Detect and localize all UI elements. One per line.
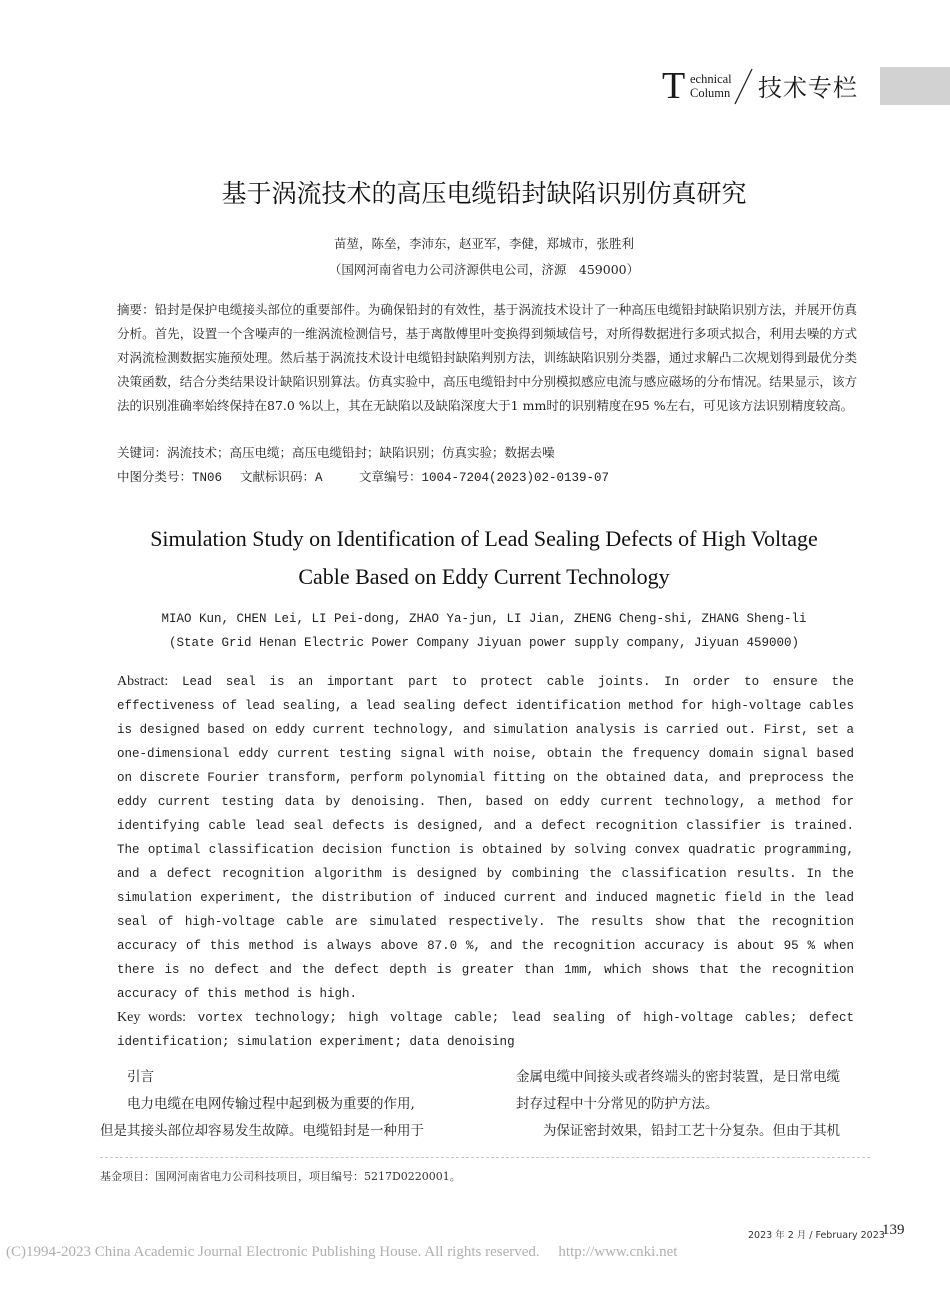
authors-en: MIAO Kun, CHEN Lei, LI Pei-dong, ZHAO Ya-jun, LI Jian, ZHENG Cheng-shi, ZHANG Sheng-li bbox=[161, 612, 807, 626]
paper-title-en-line1: Simulation Study on Identification of Lead Sealing Defects of High Voltage bbox=[150, 526, 818, 551]
affiliation-zh: （国网河南省电力公司济源供电公司，济源 459000） bbox=[328, 262, 640, 277]
body-paragraph-line: 金属电缆中间接头或者终端头的密封装置，是日常电缆 bbox=[516, 1069, 840, 1085]
body-paragraph-line: 电力电缆在电网传输过程中起到极为重要的作用, bbox=[127, 1096, 415, 1112]
abstract-zh-text: 铅封是保护电缆接头部位的重要部件。为确保铅封的有效性，基于涡流技术设计了一种高压电缆铅封缺陷识别方法，并展开仿真分析。首先，设置一个含噪声的一维涡流检测信号，基于离散傅里叶变换得到频域信号，对所得数据进行多项式拟合，利用去噪的方式对涡流检测数据实施预处理。然后基于涡流技术设计电缆铅封缺陷判别方法，训练缺陷识别分类器，通过求解凸二次规划得到最优分类决策函数，结合分类结果设计缺陷识别算法。仿真实验中，高压电缆铅封中分别模拟感应电流与感应磁场的分布情况。结果显示，该方法的识别准确率始终保持在87.0 %以上，其在无缺陷以及缺陷深度大于1 mm时的识别精度在95 %左右，可见该方法识别精度较高。 bbox=[117, 302, 857, 413]
doc-code-label: 文献标识码： bbox=[240, 469, 316, 484]
keywords-zh-text: 涡流技术；高压电缆；高压电缆铅封；缺陷识别；仿真实验；数据去噪 bbox=[167, 445, 555, 460]
funding-note: 基金项目：国网河南省电力公司科技项目，项目编号：5217D0220001。 bbox=[100, 1170, 461, 1183]
issue-date: 2023 年 2 月 / February 2023 bbox=[748, 1230, 885, 1241]
column-logo-line2: Column bbox=[690, 86, 731, 100]
abstract-zh bbox=[117, 298, 857, 418]
copyright-watermark: (C)1994-2023 China Academic Journal Electronic Publishing House. All rights reserved. http://www.cnki.net bbox=[6, 1244, 678, 1260]
keywords-zh bbox=[117, 441, 555, 465]
column-title: 技术专栏 bbox=[758, 74, 858, 102]
body-paragraph-line: 为保证密封效果，铅封工艺十分复杂。但由于其机 bbox=[543, 1123, 840, 1139]
abstract-zh-label: 摘要： bbox=[117, 302, 155, 317]
clc-value: TN06 bbox=[192, 471, 223, 485]
body-right-column bbox=[516, 1064, 870, 1145]
doc-code-value: A bbox=[315, 471, 323, 485]
paper-title-en bbox=[0, 520, 950, 596]
paper-title-en-line2: Cable Based on Eddy Current Technology bbox=[298, 564, 670, 589]
abstract-en bbox=[117, 670, 854, 1054]
paper-title-zh: 基于涡流技术的高压电缆铅封缺陷识别仿真研究 bbox=[221, 179, 747, 208]
page-number: 139 bbox=[882, 1222, 905, 1238]
classification-line bbox=[117, 465, 609, 490]
body-paragraph-line: 封存过程中十分常见的防护方法。 bbox=[516, 1096, 719, 1112]
column-logo-letter: T bbox=[662, 65, 686, 107]
article-number-value: 1004-7204(2023)02-0139-07 bbox=[421, 471, 610, 485]
slash-divider-icon bbox=[732, 66, 754, 106]
keywords-zh-label: 关键词： bbox=[117, 445, 168, 460]
footnote-divider bbox=[100, 1157, 870, 1158]
affiliation-en: (State Grid Henan Electric Power Company Jiyuan power supply company, Jiyuan 459000) bbox=[168, 636, 800, 650]
body-paragraph-line: 但是其接头部位却容易发生故障。电缆铅封是一种用于 bbox=[100, 1123, 424, 1139]
column-logo-line1: echnical bbox=[690, 72, 732, 86]
clc-label: 中图分类号： bbox=[117, 469, 193, 484]
keywords-en-label: Key words: bbox=[117, 1010, 187, 1025]
authors-zh: 苗堃，陈垒，李沛东，赵亚军，李健，郑城市，张胜利 bbox=[333, 236, 634, 251]
keywords-en bbox=[117, 1006, 854, 1054]
body-left-column bbox=[100, 1064, 452, 1145]
abstract-en-label: Abstract: bbox=[117, 674, 169, 689]
header-color-block bbox=[880, 67, 950, 105]
abstract-en-text: Lead seal is an important part to protect cable joints. In order to ensure the effectiveness of lead sealing, a lead sealing defect identification method for high-voltage cables is designed based on eddy current technology, and simulation analysis is carried out. First, set a one-dimensional eddy current testing signal with noise, obtain the frequency domain signal based on discrete Fourier transform, perform polynomial fitting on the obtained data, and preprocess the eddy current testing data by denoising. Then, based on eddy current technology, a method for identifying cable lead seal defects is designed, and a defect recognition classifier is trained. The optimal classification decision function is obtained by solving convex quadratic programming, and a defect recognition algorithm is designed by combining the classification results. In the simulation experiment, the distribution of induced current and induced magnetic field in the lead seal of high-voltage cable are simulated respectively. The results show that the recognition accuracy of this method is always above 87.0 %, and the recognition accuracy is about 95 % when there is no defect and the defect depth is greater than 1mm, which shows that the recognition accuracy of this method is high. bbox=[117, 675, 854, 1001]
column-logo-text bbox=[690, 72, 732, 100]
section-heading: 引言 bbox=[127, 1069, 154, 1085]
article-number-label: 文章编号： bbox=[359, 469, 422, 484]
keywords-en-text: vortex technology; high voltage cable; lead sealing of high-voltage cables; defect identification; simulation experiment; data denoising bbox=[117, 1011, 854, 1049]
